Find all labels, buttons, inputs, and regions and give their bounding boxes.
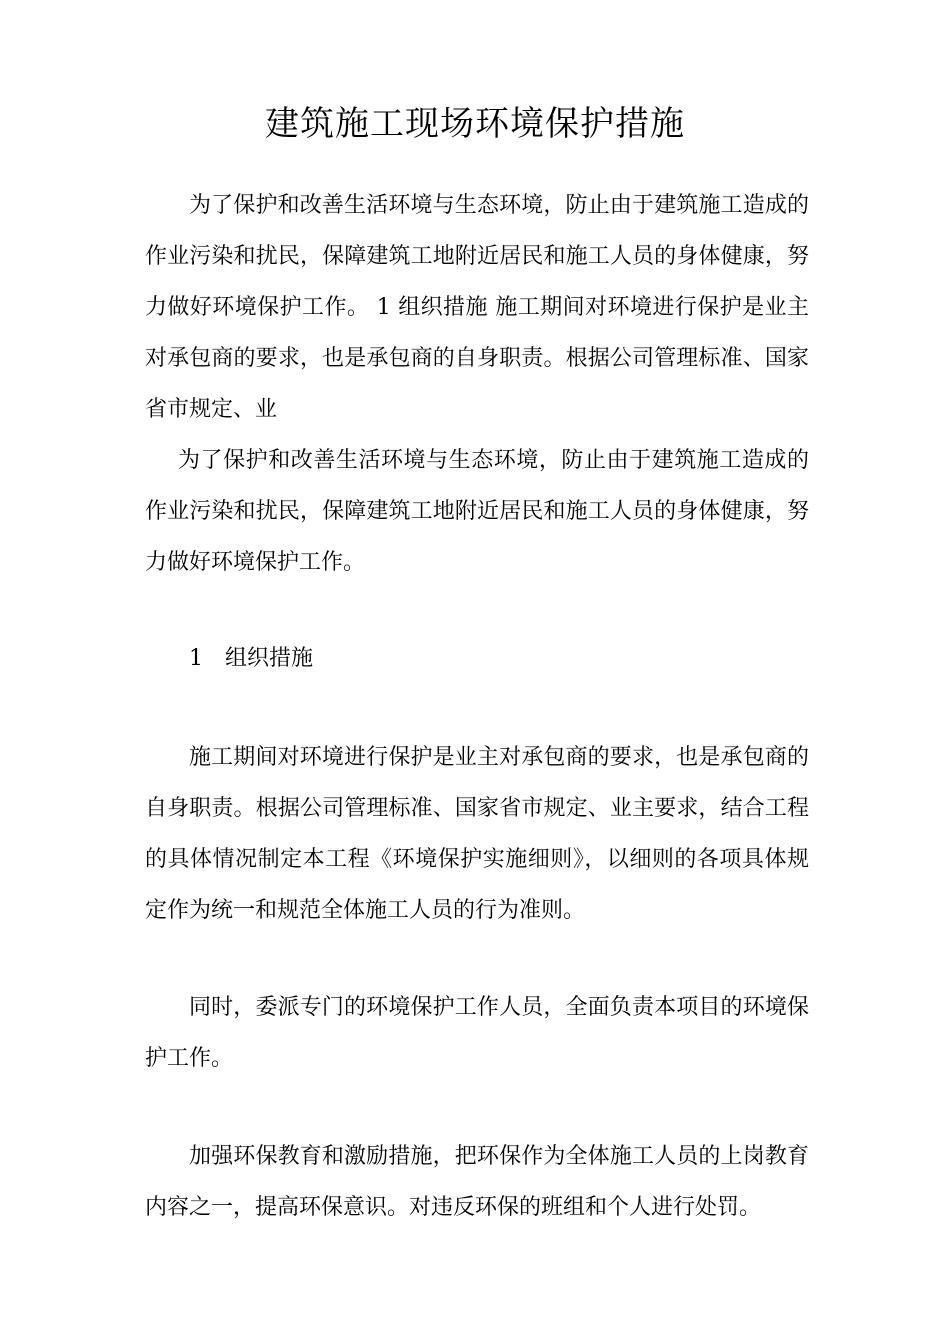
paragraph-3: 同时，委派专门的环境保护工作人员，全面负责本项目的环境保护工作。 xyxy=(145,995,809,1071)
section-heading: 1 组织措施 xyxy=(189,646,313,671)
paragraph-1: 为了保护和改善生活环境与生态环境，防止由于建筑施工造成的作业污染和扰民，保障建筑工地附近居民和施工人员的身体健康，努力做好环境保护工作。 xyxy=(145,448,809,575)
paragraph-2: 施工期间对环境进行保护是业主对承包商的要求，也是承包商的自身职责。根据公司管理标准、国家省市规定、业主要求，结合工程的具体情况制定本工程《环境保护实施细则》，以细则的各项具体规定作为统一和规范全体施工人员的行为准则。 xyxy=(145,745,809,923)
intro-paragraph: 为了保护和改善生活环境与生态环境，防止由于建筑施工造成的作业污染和扰民，保障建筑工地附近居民和施工人员的身体健康，努力做好环境保护工作。 1 组织措施 施工期间对环境进行保护是业主对承包商的要求，也是承包商的自身职责。根据公司管理标准、国家省市规定、业 xyxy=(145,193,809,422)
document-title: 建筑施工现场环境保护措施 xyxy=(265,104,685,144)
paragraph-4: 加强环保教育和激励措施，把环保作为全体施工人员的上岗教育内容之一，提高环保意识。对违反环保的班组和个人进行处罚。 xyxy=(145,1144,809,1220)
